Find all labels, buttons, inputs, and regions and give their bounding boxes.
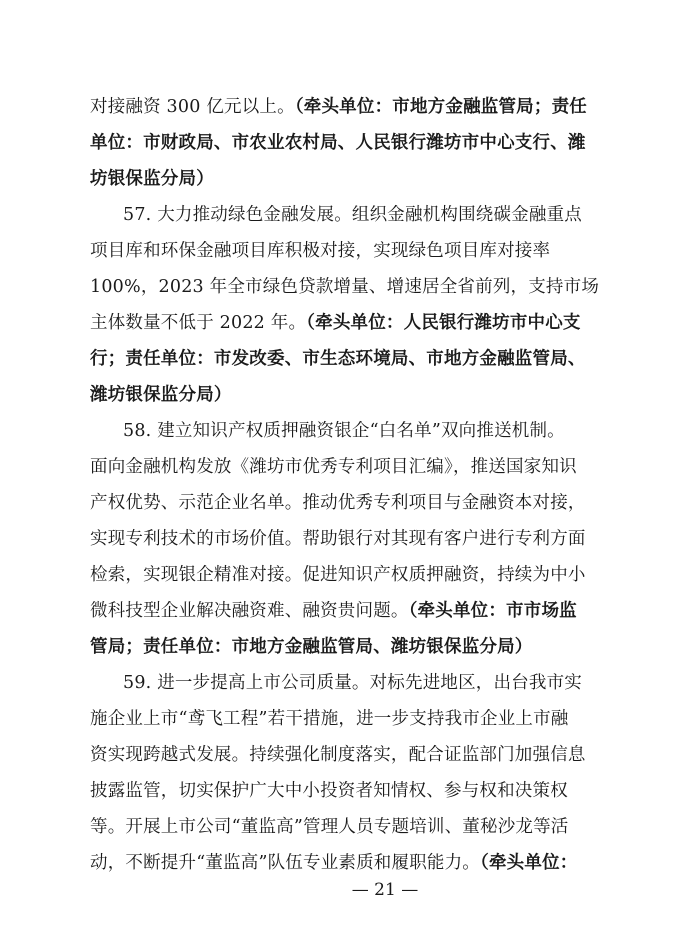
responsibility-text: 单位：市财政局、市农业农村局、人民银行潍坊市中心支行、潍: [90, 133, 586, 153]
body-text: 57. 大力推动绿色金融发展。组织金融机构围绕碳金融重点: [123, 205, 582, 225]
text-line: [90, 707, 600, 731]
body-text: 资实现跨越式发展。持续强化制度落实，配合证监部门加强信息: [90, 745, 586, 765]
text-line: [90, 851, 600, 875]
responsibility-text: 行；责任单位：市发改委、市生态环境局、市地方金融监管局、: [90, 349, 586, 369]
body-text: 披露监管，切实保护广大中小投资者知情权、参与权和决策权: [90, 781, 568, 801]
responsibility-text: （牵头单位：市地方金融监管局；责任: [294, 97, 587, 117]
text-line: [90, 563, 600, 587]
text-line: [90, 743, 600, 767]
body-text: 施企业上市“鸢飞工程”若干措施，进一步支持我市企业上市融: [90, 709, 569, 729]
text-line: [90, 635, 600, 659]
text-line: [123, 671, 600, 695]
text-line: [90, 455, 600, 479]
text-line: [90, 167, 600, 191]
body-text: 动，不断提升“董监高”队伍专业素质和履职能力。: [90, 853, 480, 873]
text-line: [90, 599, 600, 623]
responsibility-text: （牵头单位：人民银行潍坊市中心支: [306, 313, 581, 333]
text-line: [90, 491, 600, 515]
text-line: [90, 131, 600, 155]
body-text: 58. 建立知识产权质押融资银企“白名单”双向推送机制。: [123, 421, 565, 441]
body-text: 检索，实现银企精准对接。促进知识产权质押融资，持续为中小: [90, 565, 586, 585]
responsibility-text: 管局；责任单位：市地方金融监管局、潍坊银保监分局）: [90, 637, 533, 657]
text-line: [90, 383, 600, 407]
body-text: 59. 进一步提高上市公司质量。对标先进地区，出台我市实: [123, 673, 582, 693]
text-line: [123, 419, 600, 443]
body-text: 对接融资 300 亿元以上。: [90, 97, 295, 117]
text-line: [90, 311, 600, 335]
responsibility-text: 潍坊银保监分局）: [90, 385, 232, 405]
responsibility-text: （牵头单位：: [480, 853, 578, 873]
page-number: — 21 —: [351, 880, 419, 900]
text-line: [90, 527, 600, 551]
text-line: [90, 95, 600, 119]
body-text: 100%，2023 年全市绿色贷款增量、增速居全省前列，支持市场: [90, 277, 600, 297]
text-line: [90, 815, 600, 839]
body-text: 产权优势、示范企业名单。推动优秀专利项目与金融资本对接，: [90, 493, 586, 513]
body-text: 项目库和环保金融项目库积极对接，实现绿色项目库对接率: [90, 241, 551, 261]
body-text: 实现专利技术的市场价值。帮助银行对其现有客户进行专利方面: [90, 529, 586, 549]
body-text: 主体数量不低于 2022 年。: [90, 313, 307, 333]
text-line: [90, 275, 600, 299]
text-line: [90, 347, 600, 371]
body-text: 等。开展上市公司“董监高”管理人员专题培训、董秘沙龙等活: [90, 817, 569, 837]
responsibility-text: （牵头单位：市市场监: [408, 601, 577, 621]
body-text: 面向金融机构发放《潍坊市优秀专利项目汇编》，推送国家知识: [90, 457, 577, 477]
text-line: [90, 779, 600, 803]
text-line: [90, 239, 600, 263]
responsibility-text: 坊银保监分局）: [90, 169, 214, 189]
text-line: [123, 203, 600, 227]
body-text: 微科技型企业解决融资难、融资贵问题。: [90, 601, 409, 621]
